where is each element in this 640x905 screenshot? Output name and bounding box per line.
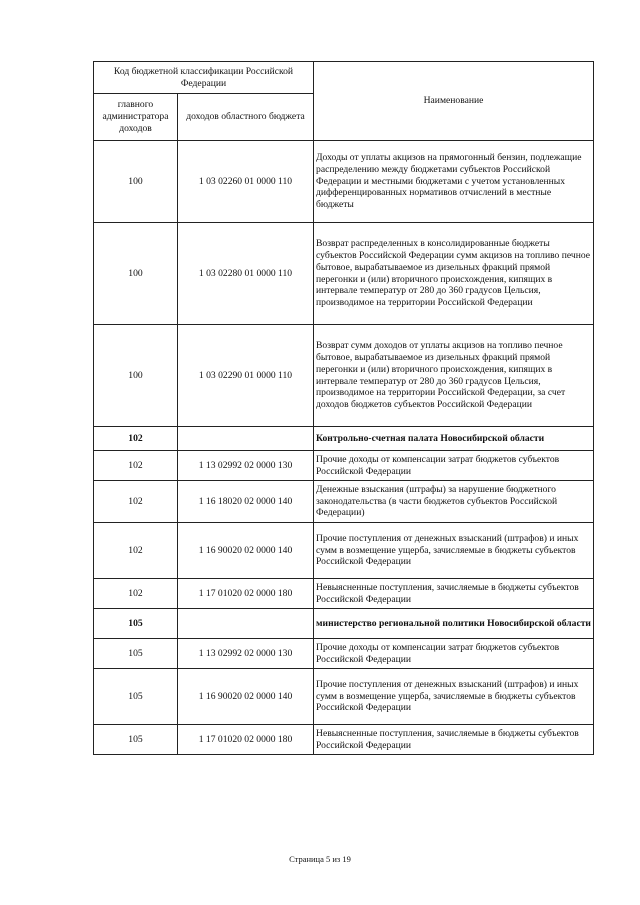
header-name: Наименование bbox=[314, 62, 594, 141]
name-cell: Невыясненные поступления, зачисляемые в бюджеты субъектов Российской Федерации bbox=[314, 579, 594, 609]
name-cell: Прочие поступления от денежных взысканий (штрафов) и иных сумм в возмещение ущерба, зачисляемые в бюджеты субъектов Российской Федерации bbox=[314, 669, 594, 725]
table-row bbox=[94, 427, 594, 451]
table-row bbox=[94, 325, 594, 427]
table-row bbox=[94, 141, 594, 223]
table-body bbox=[94, 141, 594, 755]
name-cell: Невыясненные поступления, зачисляемые в бюджеты субъектов Российской Федерации bbox=[314, 725, 594, 755]
name-cell: Контрольно-счетная палата Новосибирской области bbox=[314, 427, 594, 451]
admin-code-cell: 105 bbox=[94, 669, 178, 725]
name-cell: Возврат сумм доходов от уплаты акцизов на топливо печное бытовое, вырабатываемое из дизельных фракций прямой перегонки и (или) вторичного происхождения, кипящих в интервале температур от 280 до 360 градусов Цельсия, производимое на территории Российской Федерации, за счет доходов бюджетов субъектов Российской Федерации bbox=[314, 325, 594, 427]
income-code-cell: 1 03 02290 01 0000 110 bbox=[178, 325, 314, 427]
name-cell: Прочие доходы от компенсации затрат бюджетов субъектов Российской Федерации bbox=[314, 451, 594, 481]
admin-code-cell: 102 bbox=[94, 481, 178, 523]
income-code-cell: 1 17 01020 02 0000 180 bbox=[178, 725, 314, 755]
table-row bbox=[94, 223, 594, 325]
admin-code-cell: 102 bbox=[94, 523, 178, 579]
table-row bbox=[94, 639, 594, 669]
table-row bbox=[94, 523, 594, 579]
income-code-cell bbox=[178, 427, 314, 451]
page-footer: Страница 5 из 19 bbox=[289, 854, 351, 864]
header-income: доходов областного бюджета bbox=[178, 94, 314, 141]
admin-code-cell: 102 bbox=[94, 427, 178, 451]
income-code-cell: 1 16 18020 02 0000 140 bbox=[178, 481, 314, 523]
admin-code-cell: 100 bbox=[94, 141, 178, 223]
table-row bbox=[94, 481, 594, 523]
name-cell: Прочие доходы от компенсации затрат бюджетов субъектов Российской Федерации bbox=[314, 639, 594, 669]
income-code-cell bbox=[178, 609, 314, 639]
admin-code-cell: 105 bbox=[94, 609, 178, 639]
income-code-cell: 1 13 02992 02 0000 130 bbox=[178, 451, 314, 481]
name-cell: Денежные взыскания (штрафы) за нарушение бюджетного законодательства (в части бюджетов субъектов Российской Федерации) bbox=[314, 481, 594, 523]
table-row bbox=[94, 725, 594, 755]
table-row bbox=[94, 669, 594, 725]
admin-code-cell: 105 bbox=[94, 639, 178, 669]
admin-code-cell: 100 bbox=[94, 325, 178, 427]
name-cell: Возврат распределенных в консолидированные бюджеты субъектов Российской Федерации сумм акцизов на топливо печное бытовое, вырабатываемое из дизельных фракций прямой перегонки и (или) вторичного происхождения, кипящих в интервале температур от 280 до 360 градусов Цельсия, производимое на территории Российской Федерации bbox=[314, 223, 594, 325]
admin-code-cell: 100 bbox=[94, 223, 178, 325]
table-row bbox=[94, 579, 594, 609]
income-code-cell: 1 16 90020 02 0000 140 bbox=[178, 669, 314, 725]
table-row bbox=[94, 451, 594, 481]
name-cell: министерство региональной политики Новосибирской области bbox=[314, 609, 594, 639]
income-code-cell: 1 03 02260 01 0000 110 bbox=[178, 141, 314, 223]
name-cell: Прочие поступления от денежных взысканий (штрафов) и иных сумм в возмещение ущерба, зачисляемые в бюджеты субъектов Российской Федерации bbox=[314, 523, 594, 579]
admin-code-cell: 102 bbox=[94, 579, 178, 609]
income-code-cell: 1 03 02280 01 0000 110 bbox=[178, 223, 314, 325]
income-code-cell: 1 17 01020 02 0000 180 bbox=[178, 579, 314, 609]
income-code-cell: 1 13 02992 02 0000 130 bbox=[178, 639, 314, 669]
header-code-group: Код бюджетной классификации Российской Федерации bbox=[94, 62, 314, 94]
header-admin: главного администратора доходов bbox=[94, 94, 178, 141]
table-row bbox=[94, 609, 594, 639]
name-cell: Доходы от уплаты акцизов на прямогонный бензин, подлежащие распределению между бюджетами субъектов Российской Федерации и местными бюджетами с учетом установленных дифференцированных нормативов отчислений в местные бюджеты bbox=[314, 141, 594, 223]
admin-code-cell: 105 bbox=[94, 725, 178, 755]
budget-classification-table bbox=[93, 61, 594, 755]
admin-code-cell: 102 bbox=[94, 451, 178, 481]
income-code-cell: 1 16 90020 02 0000 140 bbox=[178, 523, 314, 579]
